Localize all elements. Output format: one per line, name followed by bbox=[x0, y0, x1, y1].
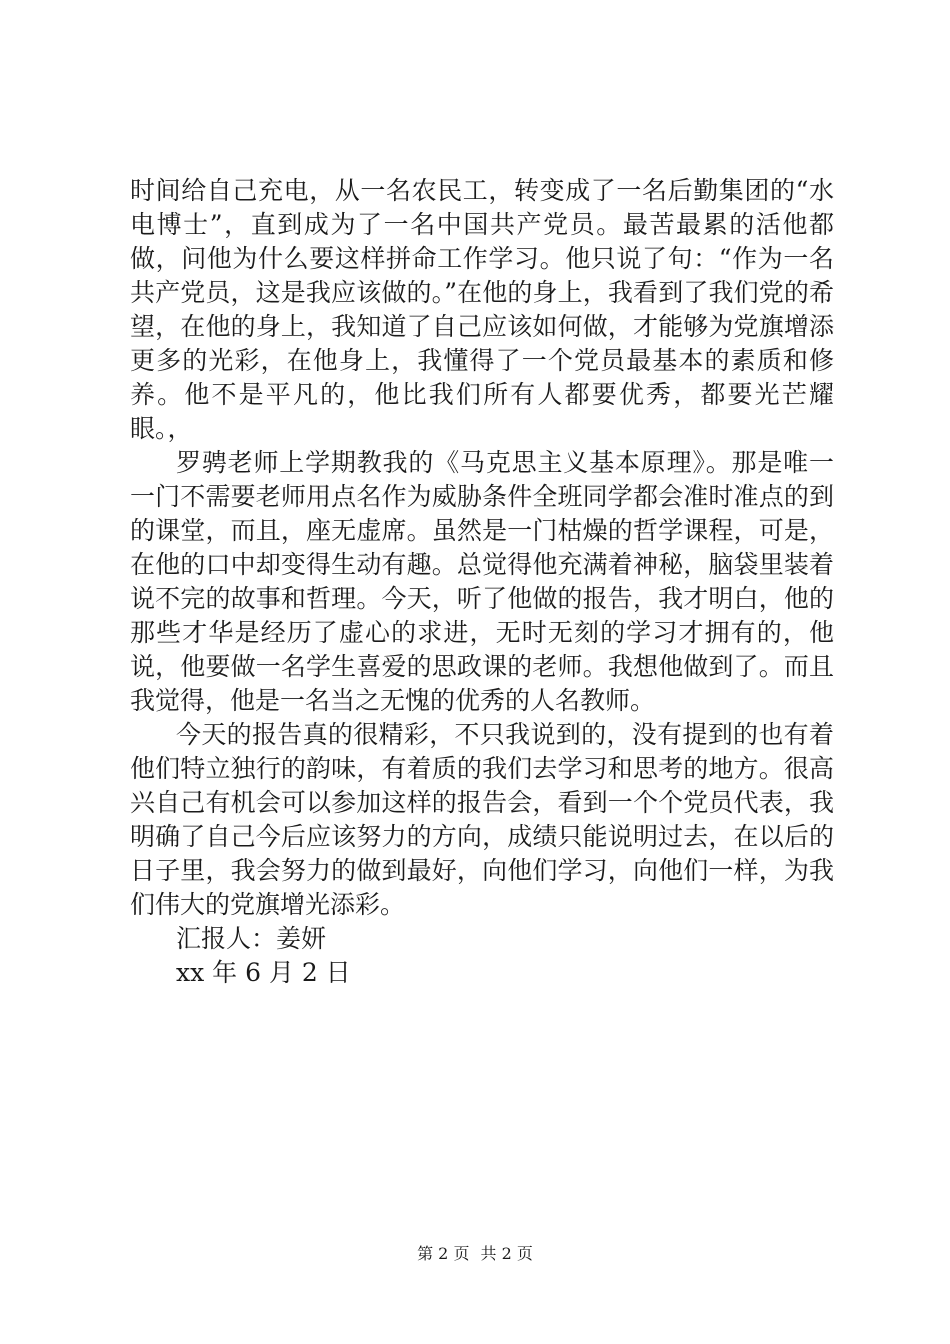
paragraph-conclusion: 今天的报告真的很精彩，不只我说到的，没有提到的也有着他们特立独行的韵味，有着质的我们去学习和思考的地方。很高兴自己有机会可以参加这样的报告会，看到一个个党员代表，我明确了自己今后应该努力的方向，成绩只能说明过去，在以后的日子里，我会努力的做到最好，向他们学习，向他们一样，为我们伟大的党旗增光添彩。 bbox=[130, 720, 834, 919]
page-number: 第 2 页 bbox=[417, 1244, 470, 1263]
paragraph-continuation: 时间给自己充电，从一名农民工，转变成了一名后勤集团的“水电博士”，直到成为了一名中国共产党员。最苦最累的活他都做，问他为什么要这样拼命工作学习。他只说了句：“作为一名共产党员，这是我应该做的。”在他的身上，我看到了我们党的希望，在他的身上，我知道了自己应该如何做，才能够为党旗增添更多的光彩，在他身上，我懂得了一个党员最基本的素质和修养。他不是平凡的，他比我们所有人都要优秀，都要光芒耀眼。， bbox=[130, 176, 834, 443]
document-body bbox=[130, 174, 834, 990]
page-footer bbox=[0, 1244, 950, 1264]
paragraph-teacher-luo: 罗骋老师上学期教我的《马克思主义基本原理》。那是唯一一门不需要老师用点名作为威胁条件全班同学都会准时准点的到的课堂，而且，座无虚席。虽然是一门枯燥的哲学课程，可是，在他的口中却变得生动有趣。总觉得他充满着神秘，脑袋里装着说不完的故事和哲理。今天，听了他做的报告，我才明白，他的那些才华是经历了虚心的求进，无时无刻的学习才拥有的，他说，他要做一名学生喜爱的思政课的老师。我想他做到了。而且我觉得，他是一名当之无愧的优秀的人名教师。 bbox=[130, 448, 834, 715]
report-date: xx 年 6 月 2 日 bbox=[176, 958, 351, 987]
page-total: 共 2 页 bbox=[480, 1244, 533, 1263]
reporter-signature: 汇报人：姜妍 bbox=[176, 924, 327, 953]
